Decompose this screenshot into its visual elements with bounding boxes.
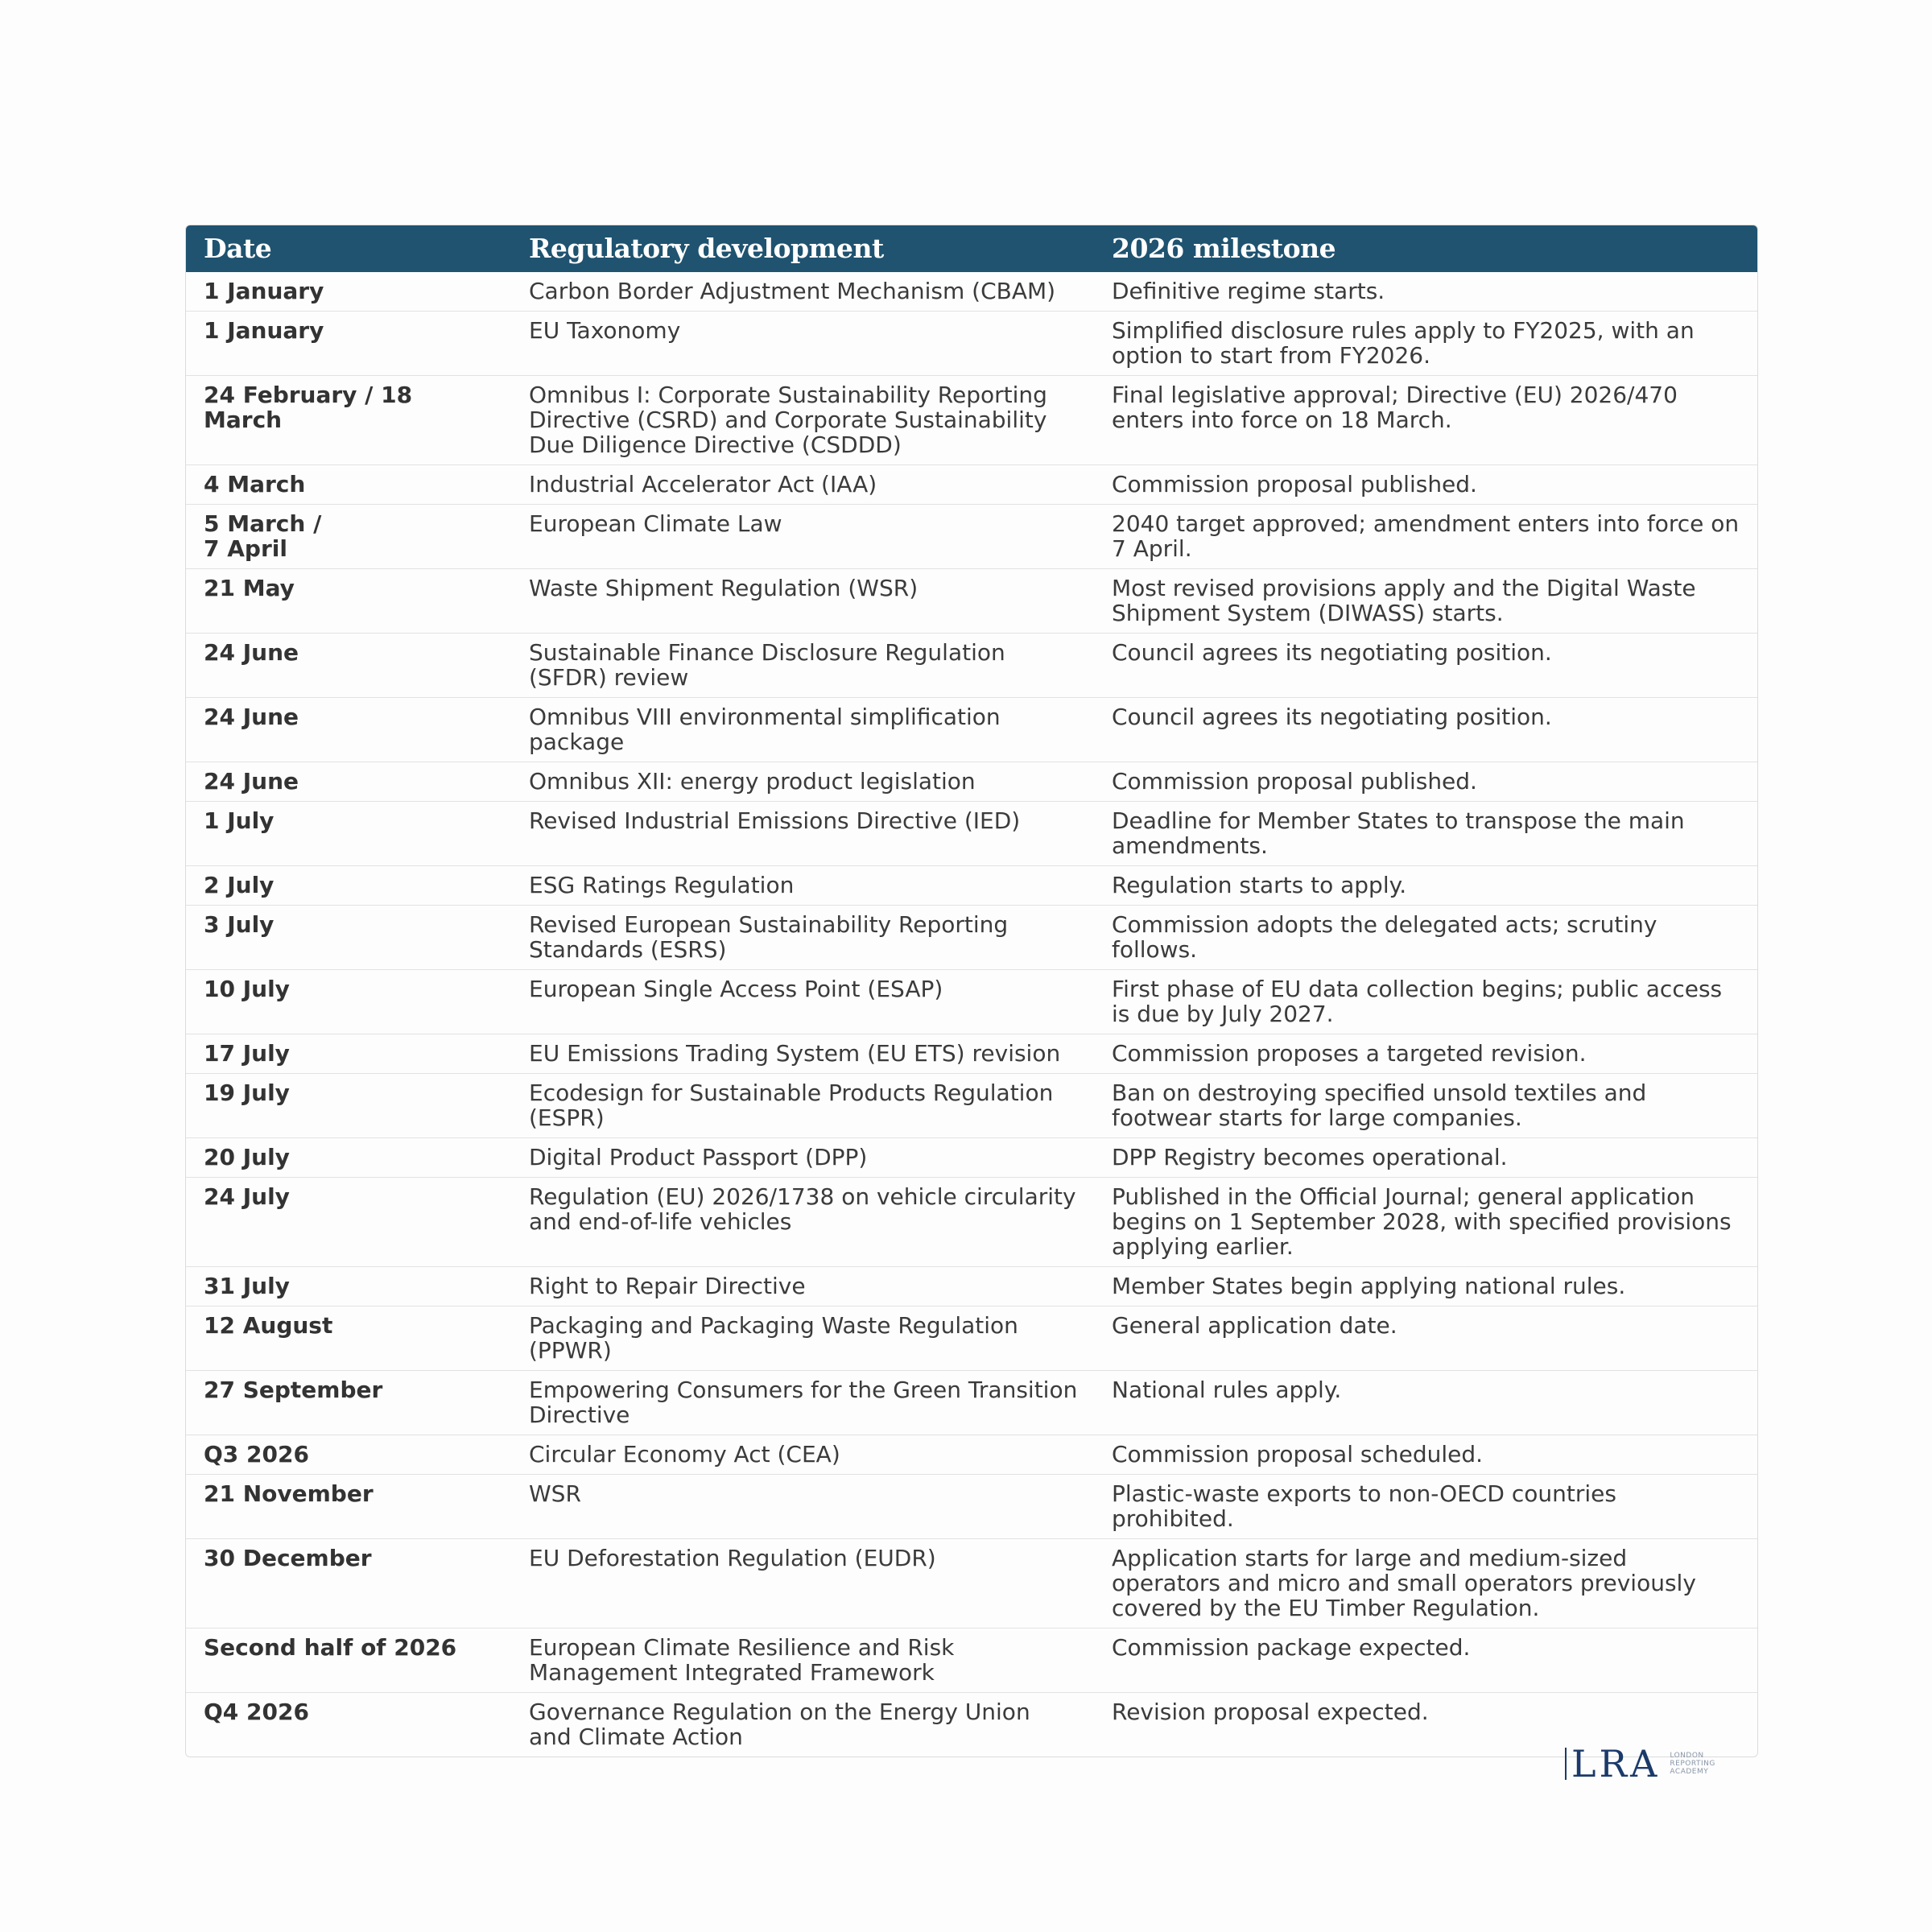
header-2026-milestone: 2026 milestone [1094,225,1757,272]
cell-date: 1 January [186,312,511,376]
cell-milestone: Revision proposal expected. [1094,1693,1757,1757]
logo-line-london: LONDON [1670,1752,1704,1760]
cell-milestone: Simplified disclosure rules apply to FY2025, with an option to start from FY2026. [1094,312,1757,376]
cell-regulatory-development: European Single Access Point (ESAP) [511,970,1094,1034]
cell-date: 21 November [186,1475,511,1539]
cell-milestone: Commission adopts the delegated acts; scrutiny follows. [1094,906,1757,970]
cell-regulatory-development: Waste Shipment Regulation (WSR) [511,569,1094,634]
cell-regulatory-development: EU Deforestation Regulation (EUDR) [511,1539,1094,1629]
cell-date: 31 July [186,1267,511,1307]
cell-date: 30 December [186,1539,511,1629]
cell-date: 3 July [186,906,511,970]
cell-date: 20 July [186,1138,511,1178]
table-row [186,1629,1757,1693]
cell-regulatory-development: Ecodesign for Sustainable Products Regulation (ESPR) [511,1074,1094,1138]
cell-regulatory-development: Right to Repair Directive [511,1267,1094,1307]
cell-milestone: Member States begin applying national rules. [1094,1267,1757,1307]
header-row [186,225,1757,272]
table-row [186,376,1757,465]
table-row [186,1178,1757,1267]
header-regulatory-development: Regulatory development [511,225,1094,272]
cell-date: 24 July [186,1178,511,1267]
table-row [186,1074,1757,1138]
logo-bar [1565,1748,1567,1780]
cell-regulatory-development: Omnibus I: Corporate Sustainability Reporting Directive (CSRD) and Corporate Sustainability Due Diligence Directive (CSDDD) [511,376,1094,465]
table-row [186,1371,1757,1435]
cell-regulatory-development: Governance Regulation on the Energy Union and Climate Action [511,1693,1094,1757]
table-row [186,312,1757,376]
cell-date: 24 June [186,762,511,802]
table-row [186,505,1757,569]
cell-regulatory-development: Omnibus VIII environmental simplification package [511,698,1094,762]
cell-milestone: Ban on destroying specified unsold textiles and footwear starts for large companies. [1094,1074,1757,1138]
logo-letters: LRA [1571,1742,1661,1785]
table-row [186,272,1757,312]
cell-date: 17 July [186,1034,511,1074]
cell-date: 24 February / 18 March [186,376,511,465]
cell-regulatory-development: Omnibus XII: energy product legislation [511,762,1094,802]
table-row [186,1267,1757,1307]
cell-date: 10 July [186,970,511,1034]
cell-date: 4 March [186,465,511,505]
table-row [186,866,1757,906]
cell-regulatory-development: EU Taxonomy [511,312,1094,376]
cell-regulatory-development: ESG Ratings Regulation [511,866,1094,906]
cell-date: 19 July [186,1074,511,1138]
table-body [186,272,1757,1757]
table-row [186,906,1757,970]
cell-date: 1 January [204,278,324,304]
cell-milestone: DPP Registry becomes operational. [1094,1138,1757,1178]
header-date: Date [186,225,511,272]
cell-regulatory-development: EU Emissions Trading System (EU ETS) revision [511,1034,1094,1074]
cell-regulatory-development: Empowering Consumers for the Green Transition Directive [511,1371,1094,1435]
cell-date: 24 June [186,698,511,762]
cell-date: Q3 2026 [186,1435,511,1475]
table-row [186,698,1757,762]
cell-milestone: Regulation starts to apply. [1094,866,1757,906]
cell-date: 21 May [186,569,511,634]
table-row [186,465,1757,505]
cell-milestone: Most revised provisions apply and the Digital Waste Shipment System (DIWASS) starts. [1094,569,1757,634]
cell-milestone: General application date. [1094,1307,1757,1371]
cell-milestone: Deadline for Member States to transpose the main amendments. [1094,802,1757,866]
cell-regulatory-development: European Climate Resilience and Risk Management Integrated Framework [511,1629,1094,1693]
logo-subtitle [1670,1752,1715,1776]
table-header [186,225,1757,272]
table-row [186,1539,1757,1629]
cell-regulatory-development: Industrial Accelerator Act (IAA) [511,465,1094,505]
cell-milestone: Commission proposes a targeted revision. [1094,1034,1757,1074]
milestones-table-container [185,225,1758,1757]
cell-regulatory-development: Digital Product Passport (DPP) [511,1138,1094,1178]
table-row [186,1435,1757,1475]
cell-regulatory-development: Carbon Border Adjustment Mechanism (CBAM) [529,278,1056,304]
logo-line-reporting: REPORTING [1670,1760,1715,1768]
cell-milestone: First phase of EU data collection begins; public access is due by July 2027. [1094,970,1757,1034]
cell-date: 2 July [186,866,511,906]
lra-logo [1565,1742,1750,1785]
cell-milestone: Definitive regime starts. [1112,278,1385,304]
table-row [186,802,1757,866]
cell-milestone: Council agrees its negotiating position. [1094,698,1757,762]
cell-milestone: Commission proposal published. [1094,762,1757,802]
cell-regulatory-development: Revised Industrial Emissions Directive (IED) [511,802,1094,866]
logo-line-academy: ACADEMY [1670,1768,1709,1776]
milestones-table [186,225,1757,1757]
cell-date: 12 August [186,1307,511,1371]
cell-date: Second half of 2026 [186,1629,511,1693]
cell-regulatory-development: European Climate Law [511,505,1094,569]
cell-regulatory-development: Regulation (EU) 2026/1738 on vehicle circularity and end-of-life vehicles [511,1178,1094,1267]
cell-milestone: Council agrees its negotiating position. [1094,634,1757,698]
cell-milestone: National rules apply. [1094,1371,1757,1435]
cell-milestone: 2040 target approved; amendment enters into force on 7 April. [1094,505,1757,569]
cell-milestone: Commission package expected. [1094,1629,1757,1693]
cell-regulatory-development: Revised European Sustainability Reporting Standards (ESRS) [511,906,1094,970]
cell-milestone: Commission proposal scheduled. [1094,1435,1757,1475]
cell-regulatory-development: WSR [511,1475,1094,1539]
cell-date: 24 June [186,634,511,698]
table-row [186,1138,1757,1178]
table-row [186,762,1757,802]
table-row [186,1693,1757,1757]
cell-date: Q4 2026 [186,1693,511,1757]
cell-regulatory-development: Circular Economy Act (CEA) [511,1435,1094,1475]
cell-date: 1 July [186,802,511,866]
cell-regulatory-development: Sustainable Finance Disclosure Regulation (SFDR) review [511,634,1094,698]
table-row [186,970,1757,1034]
table-row [186,634,1757,698]
cell-milestone: Commission proposal published. [1094,465,1757,505]
cell-milestone: Final legislative approval; Directive (EU) 2026/470 enters into force on 18 March. [1094,376,1757,465]
table-row [186,1475,1757,1539]
cell-date: 27 September [186,1371,511,1435]
cell-milestone: Application starts for large and medium-sized operators and micro and small operators previously covered by the EU Timber Regulation. [1094,1539,1757,1629]
cell-date: 5 March / 7 April [186,505,511,569]
table-row [186,1034,1757,1074]
table-row [186,1307,1757,1371]
table-row [186,569,1757,634]
cell-milestone: Plastic-waste exports to non-OECD countries prohibited. [1094,1475,1757,1539]
cell-milestone: Published in the Official Journal; general application begins on 1 September 2028, with specified provisions applying earlier. [1094,1178,1757,1267]
cell-regulatory-development: Packaging and Packaging Waste Regulation (PPWR) [511,1307,1094,1371]
